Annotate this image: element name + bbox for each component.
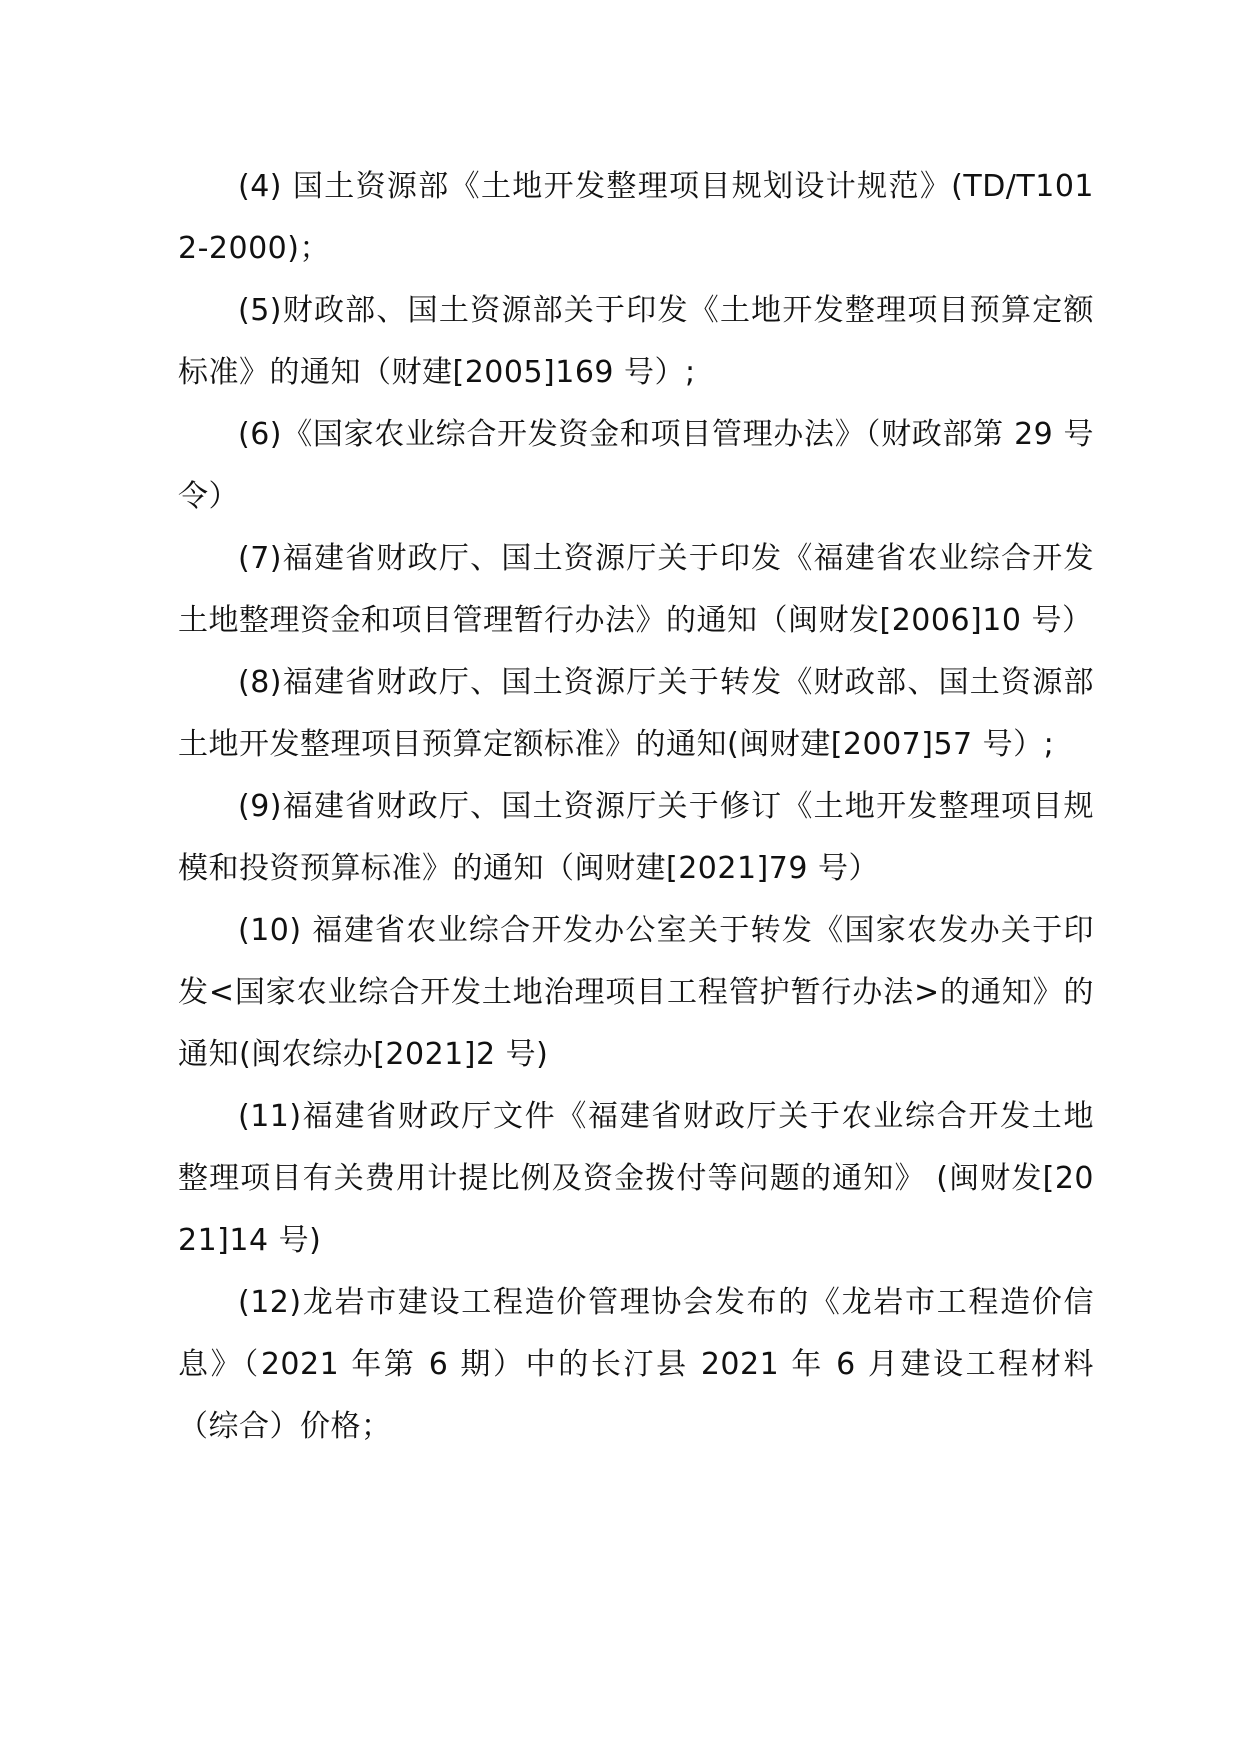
reference-item-6: (6)《国家农业综合开发资金和项目管理办法》（财政部第 29 号令）	[178, 417, 1094, 514]
reference-item-12: (12)龙岩市建设工程造价管理协会发布的《龙岩市工程造价信息》（2021 年第 6 期）中的长汀县 2021 年 6 月建设工程材料（综合）价格；	[178, 1285, 1094, 1444]
reference-item-10: (10) 福建省农业综合开发办公室关于转发《国家农发办关于印发<国家农业综合开发土地治理项目工程管护暂行办法>的通知》的通知(闽农综办[2021]2 号)	[178, 913, 1094, 1072]
reference-item-5: (5)财政部、国土资源部关于印发《土地开发整理项目预算定额标准》的通知（财建[2005]169 号）;	[178, 293, 1094, 390]
reference-item-4: (4) 国土资源部《土地开发整理项目规划设计规范》(TD/T1012-2000)；	[178, 169, 1094, 266]
document-body	[178, 156, 1094, 1458]
reference-item-9: (9)福建省财政厅、国土资源厅关于修订《土地开发整理项目规模和投资预算标准》的通知（闽财建[2021]79 号）	[178, 789, 1094, 886]
reference-item-7: (7)福建省财政厅、国土资源厅关于印发《福建省农业综合开发土地整理资金和项目管理暂行办法》的通知（闽财发[2006]10 号）	[178, 541, 1094, 638]
reference-item-8: (8)福建省财政厅、国土资源厅关于转发《财政部、国土资源部土地开发整理项目预算定额标准》的通知(闽财建[2007]57 号）;	[178, 665, 1094, 762]
reference-item-11: (11)福建省财政厅文件《福建省财政厅关于农业综合开发土地整理项目有关费用计提比例及资金拨付等问题的通知》 (闽财发[2021]14 号)	[178, 1099, 1094, 1258]
